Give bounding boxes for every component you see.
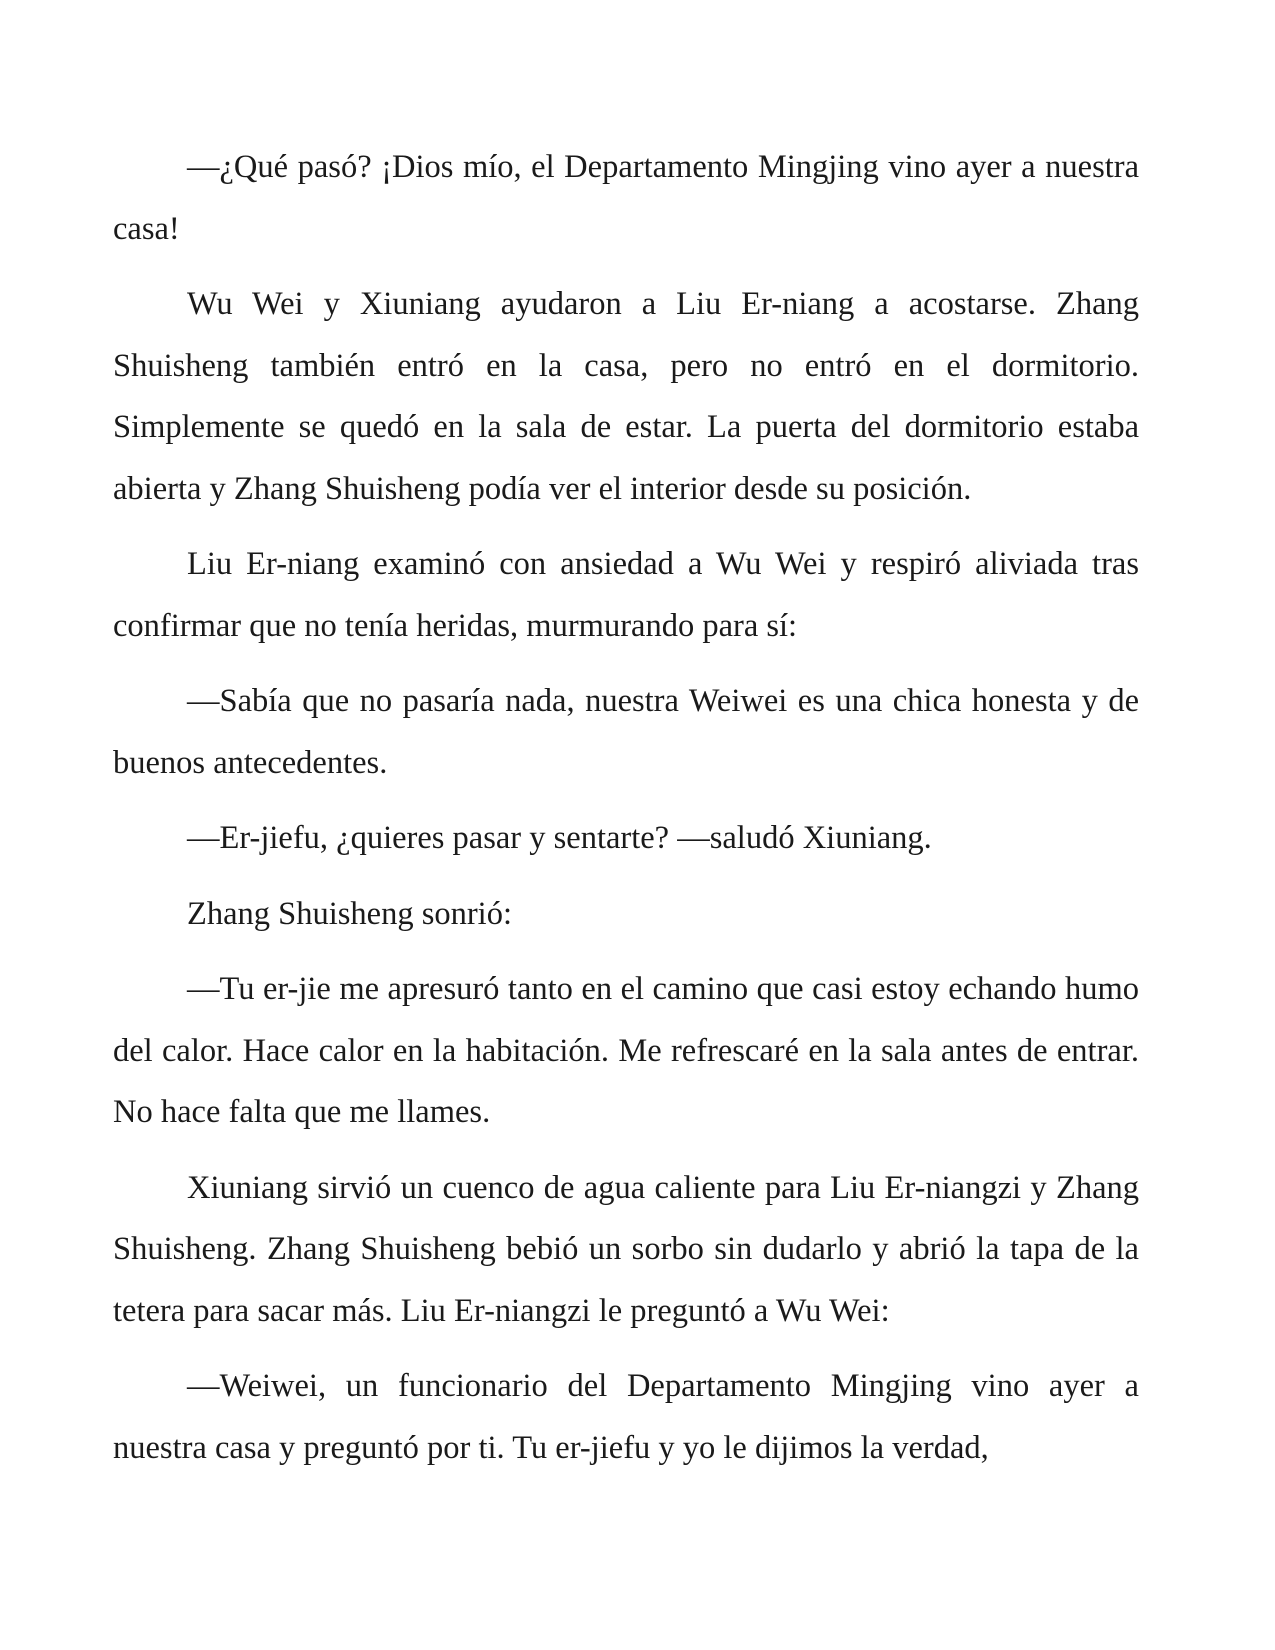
paragraph: Xiuniang sirvió un cuenco de agua caliente para Liu Er-niangzi y Zhang Shuisheng. Zhang Shuisheng bebió un sorbo sin dudarlo y abrió la tapa de la tetera para sacar más. Liu Er-niangzi le preguntó a Wu Wei: (113, 1169, 1139, 1329)
document-body (113, 137, 1139, 1493)
paragraph: —Er-jiefu, ¿quieres pasar y sentarte? —saludó Xiuniang. (187, 820, 932, 856)
paragraph: Wu Wei y Xiuniang ayudaron a Liu Er-niang a acostarse. Zhang Shuisheng también entró en la casa, pero no entró en el dormitorio. Simplemente se quedó en la sala de estar. La puerta del dormitorio estaba abierta y Zhang Shuisheng podía ver el interior desde su posición. (113, 286, 1139, 507)
paragraph: —Weiwei, un funcionario del Departamento Mingjing vino ayer a nuestra casa y preguntó por ti. Tu er-jiefu y yo le dijimos la verdad, (113, 1368, 1139, 1466)
paragraph: Zhang Shuisheng sonrió: (187, 895, 512, 932)
paragraph: —¿Qué pasó? ¡Dios mío, el Departamento Mingjing vino ayer a nuestra casa! (113, 149, 1139, 247)
paragraph: Liu Er-niang examinó con ansiedad a Wu Wei y respiró aliviada tras confirmar que no tenía heridas, murmurando para sí: (113, 546, 1139, 644)
paragraph: —Tu er-jie me apresuró tanto en el camino que casi estoy echando humo del calor. Hace calor en la habitación. Me refrescaré en la sala antes de entrar. No hace falta que me llames. (113, 971, 1139, 1130)
paragraph: —Sabía que no pasaría nada, nuestra Weiwei es una chica honesta y de buenos antecedentes. (113, 683, 1139, 781)
